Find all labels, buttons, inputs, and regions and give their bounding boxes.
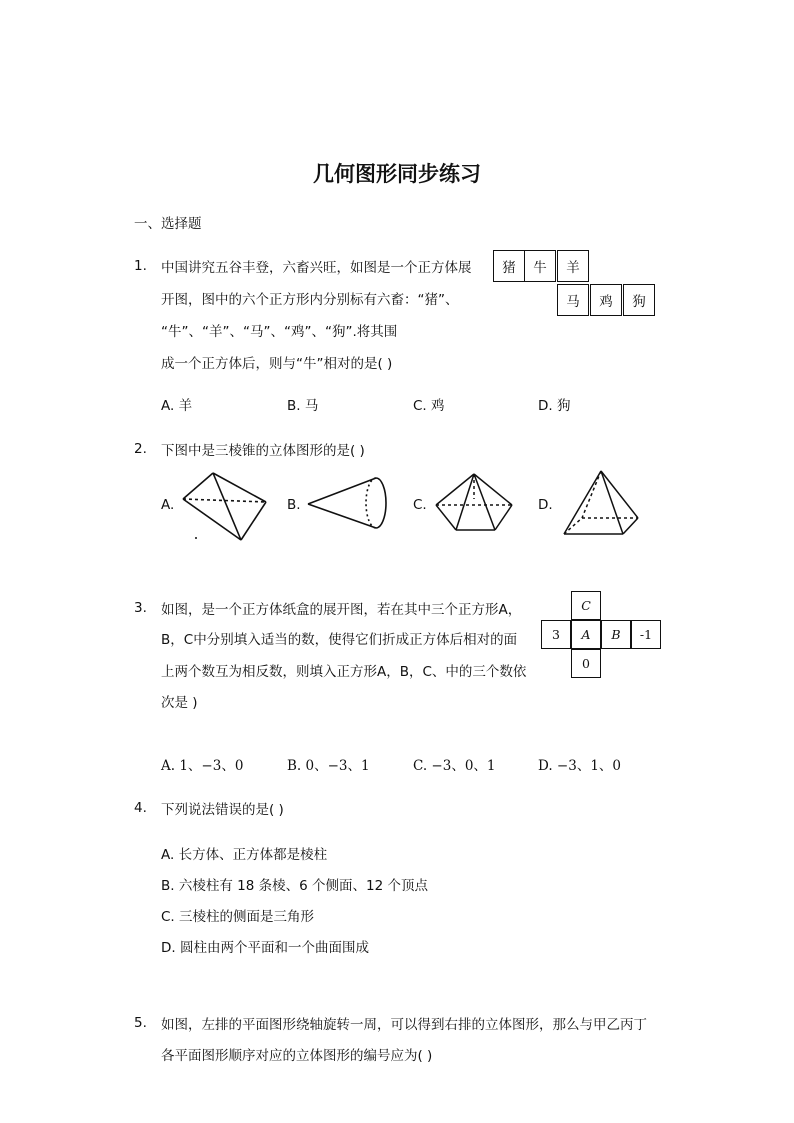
question-text: 下图中是三棱锥的立体图形的是( )	[161, 443, 365, 459]
option-a[interactable]: A. 长方体、正方体都是棱柱	[161, 847, 328, 863]
option-c[interactable]: C. 三棱柱的侧面是三角形	[161, 909, 315, 925]
net-cell-b: B	[601, 620, 631, 649]
option-c[interactable]: C. 鸡	[413, 398, 445, 414]
option-a-label[interactable]: A.	[161, 497, 175, 513]
question-number: 3.	[134, 600, 147, 616]
option-b[interactable]: B. 六棱柱有 18 条棱、6 个侧面、12 个顶点	[161, 878, 428, 894]
option-a[interactable]: A. 羊	[161, 398, 193, 414]
section-heading: 一、选择题	[134, 216, 202, 232]
question-text-line: 成一个正方体后，则与“牛”相对的是( )	[161, 356, 393, 372]
net-cell: 牛	[524, 250, 556, 282]
question-number: 4.	[134, 800, 147, 816]
pentagonal-pyramid-figure[interactable]	[432, 471, 517, 536]
question-text-line: 上两个数互为相反数，则填入正方形A，B，C、中的三个数依	[161, 664, 527, 680]
net-cell: 猪	[493, 250, 525, 282]
question-text-line: 各平面图形顺序对应的立体图形的编号应为( )	[161, 1048, 433, 1064]
option-a[interactable]: A. 1、−3、0	[161, 758, 244, 774]
question-text-line: 如图，左排的平面图形绕轴旋转一周，可以得到右排的立体图形，那么与甲乙丙丁	[161, 1017, 647, 1033]
option-c[interactable]: C. −3、0、1	[413, 758, 496, 774]
option-d[interactable]: D. −3、1、0	[538, 758, 622, 774]
net-cell: 马	[557, 284, 589, 316]
question-text-line: 次是 )	[161, 695, 198, 711]
question-text-line: 如图，是一个正方体纸盒的展开图，若在其中三个正方形A，	[161, 602, 522, 618]
net-cell: 羊	[557, 250, 589, 282]
net-cell-c: C	[571, 591, 601, 620]
option-b[interactable]: B. 0、−3、1	[287, 758, 370, 774]
net-cell-left: 3	[541, 620, 571, 649]
net-cell-a: A	[571, 620, 601, 649]
square-pyramid-figure[interactable]	[560, 468, 645, 540]
question-text-line: 中国讲究五谷丰登，六畜兴旺，如图是一个正方体展	[161, 260, 472, 276]
question-text-line: B，C中分别填入适当的数，使得它们折成正方体后相对的面	[161, 632, 518, 648]
question-text-line: 开图，图中的六个正方形内分别标有六畜：“猪”、	[161, 292, 459, 308]
net-cell: 狗	[623, 284, 655, 316]
question-number: 1.	[134, 258, 147, 274]
question-number: 5.	[134, 1015, 147, 1031]
option-b[interactable]: B. 马	[287, 398, 319, 414]
page-title: 几何图形同步练习	[313, 161, 481, 186]
net-cell: 鸡	[590, 284, 622, 316]
question-number: 2.	[134, 441, 147, 457]
question-text: 下列说法错误的是( )	[161, 802, 284, 818]
option-d[interactable]: D. 狗	[538, 398, 571, 414]
option-d-label[interactable]: D.	[538, 497, 553, 513]
net-cell-bottom: 0	[571, 649, 601, 678]
question-text-line: “牛”、“羊”、“马”、“鸡”、“狗”.将其围	[161, 324, 398, 340]
net-cell-right: -1	[631, 620, 661, 649]
option-b-label[interactable]: B.	[287, 497, 301, 513]
triangular-pyramid-figure[interactable]	[178, 465, 268, 545]
option-c-label[interactable]: C.	[413, 497, 427, 513]
cone-figure[interactable]	[304, 474, 394, 534]
option-d[interactable]: D. 圆柱由两个平面和一个曲面围成	[161, 940, 369, 956]
